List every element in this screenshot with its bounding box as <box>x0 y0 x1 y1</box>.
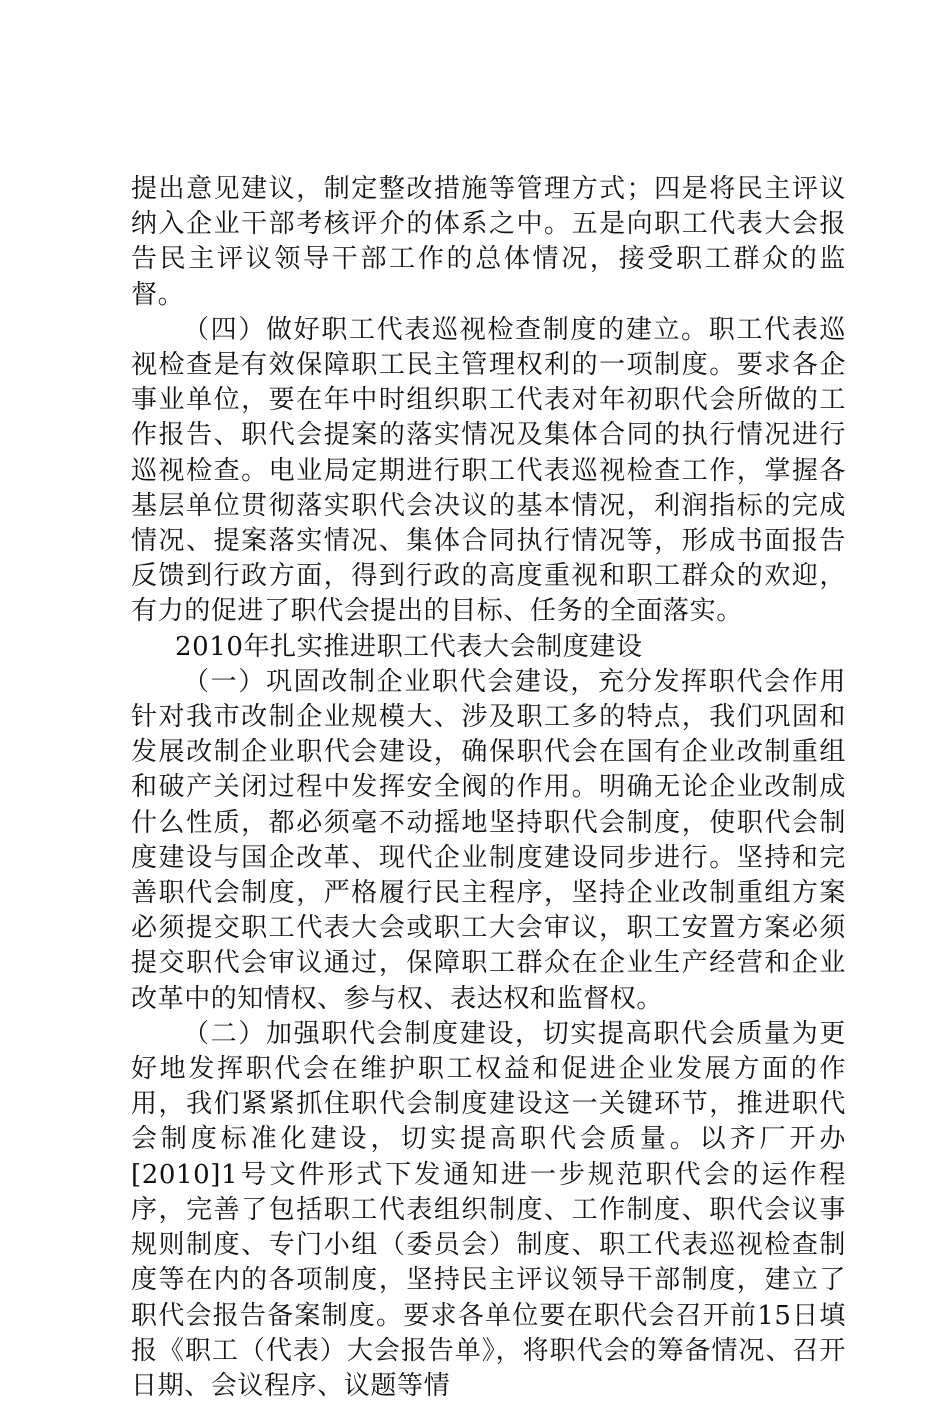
document-body <box>131 172 846 1404</box>
paragraph-section-four: （四）做好职工代表巡视检查制度的建立。职工代表巡视检查是有效保障职工民主管理权利的一项制度。要求各企事业单位，要在年中时组织职工代表对年初职代会所做的工作报告、职代会提案的落实情况及集体合同的执行情况进行巡视检查。电业局定期进行职工代表巡视检查工作，掌握各基层单位贯彻落实职代会决议的基本情况，利润指标的完成情况、提案落实情况、集体合同执行情况等，形成书面报告反馈到行政方面，得到行政的高度重视和职工群众的欢迎，有力的促进了职代会提出的目标、任务的全面落实。 <box>131 314 846 627</box>
section-heading-2010: 2010年扎实推进职工代表大会制度建设 <box>175 631 643 662</box>
paragraph-continuation: 提出意见建议，制定整改措施等管理方式；四是将民主评议纳入企业干部考核评介的体系之中。五是向职工代表大会报告民主评议领导干部工作的总体情况，接受职工群众的监督。 <box>131 174 846 310</box>
paragraph-section-one: （一）巩固改制企业职代会建设，充分发挥职代会作用针对我市改制企业规模大、涉及职工多的特点，我们巩固和发展改制企业职代会建设，确保职代会在国有企业改制重组和破产关闭过程中发挥安全阀的作用。明确无论企业改制成什么性质，都必须毫不动摇地坚持职代会制度，使职代会制度建设与国企改革、现代企业制度建设同步进行。坚持和完善职代会制度，严格履行民主程序，坚持企业改制重组方案必须提交职工代表大会或职工大会审议，职工安置方案必须提交职代会审议通过，保障职工群众在企业生产经营和企业改革中的知情权、参与权、表达权和监督权。 <box>131 666 846 1014</box>
paragraph-section-two: （二）加强职代会制度建设，切实提高职代会质量为更好地发挥职代会在维护职工权益和促进企业发展方面的作用，我们紧紧抓住职代会制度建设这一关键环节，推进职代会制度标准化建设，切实提高职代会质量。以齐厂开办[2010]1号文件形式下发通知进一步规范职代会的运作程序，完善了包括职工代表组织制度、工作制度、职代会议事规则制度、专门小组（委员会）制度、职工代表巡视检查制度等在内的各项制度，坚持民主评议领导干部制度，建立了职代会报告备案制度。要求各单位要在职代会召开前15日填报《职工（代表）大会报告单》，将职代会的筹备情况、召开日期、会议程序、议题等情 <box>131 1018 846 1401</box>
